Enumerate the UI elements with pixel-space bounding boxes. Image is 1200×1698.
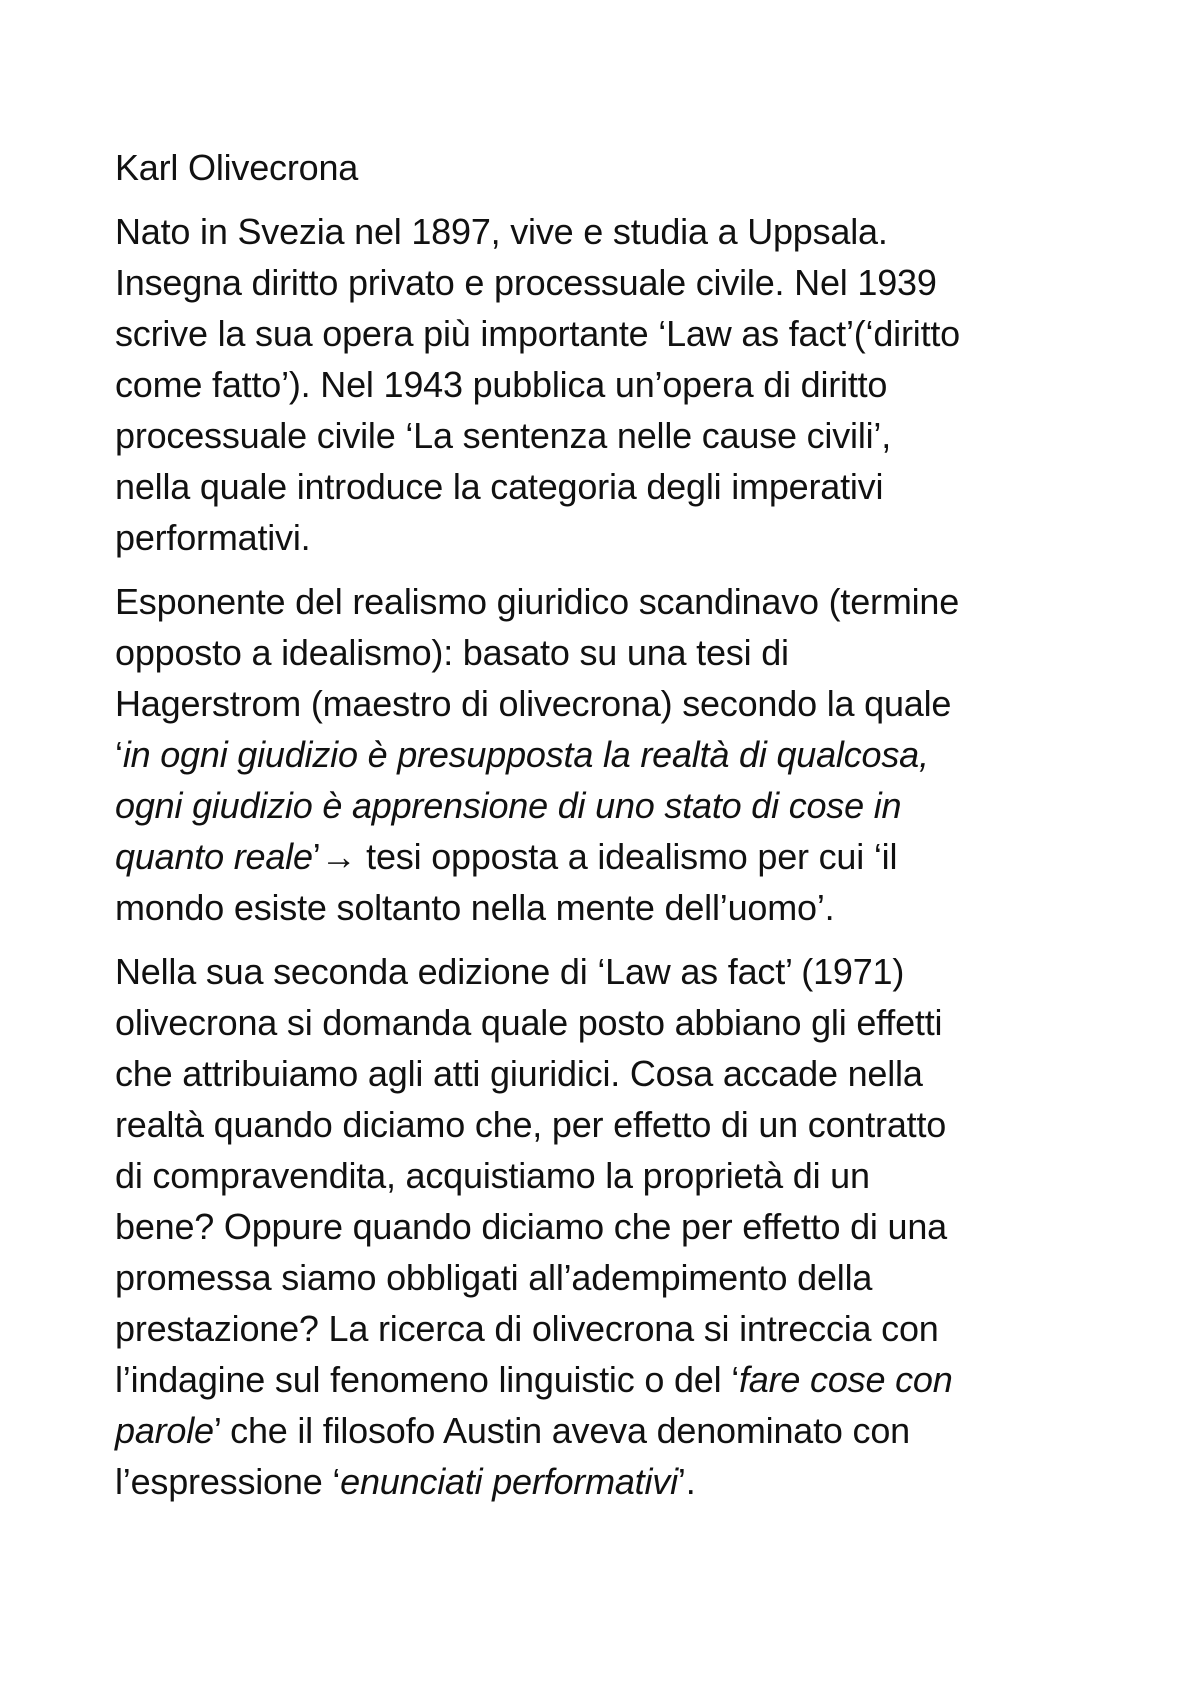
text-segment: come fatto’). Nel 1943 pubblica un’opera di diritto <box>115 364 888 405</box>
text-line <box>115 627 1105 678</box>
text-line <box>115 359 1105 410</box>
text-segment: ’→ tesi opposta a idealismo per cui ‘il <box>312 836 898 877</box>
text-segment: prestazione? La ricerca di olivecrona si intreccia con <box>115 1308 939 1349</box>
text-line <box>115 576 1105 627</box>
text-line <box>115 257 1105 308</box>
italic-text: fare cose con <box>739 1359 953 1400</box>
text-line <box>115 1303 1105 1354</box>
text-segment: performativi. <box>115 517 311 558</box>
text-segment: mondo esiste soltanto nella mente dell’uomo’. <box>115 887 835 928</box>
italic-text: parole <box>115 1410 214 1451</box>
text-segment: ‘ <box>115 734 123 775</box>
text-line <box>115 1354 1105 1405</box>
text-segment: Hagerstrom (maestro di olivecrona) secondo la quale <box>115 683 952 724</box>
italic-text: ogni giudizio è apprensione di uno stato di cose in <box>115 785 902 826</box>
italic-text: quanto reale <box>115 836 313 877</box>
document-body <box>115 142 1105 1520</box>
text-segment: Nato in Svezia nel 1897, vive e studia a Uppsala. <box>115 211 888 252</box>
text-segment: di compravendita, acquistiamo la proprietà di un <box>115 1155 870 1196</box>
text-line <box>115 512 1105 563</box>
italic-text: in ogni giudizio è presupposta la realtà di qualcosa, <box>122 734 929 775</box>
paragraph-1 <box>115 206 1105 563</box>
text-line <box>115 831 1105 882</box>
paragraph-2 <box>115 576 1105 933</box>
text-segment: realtà quando diciamo che, per effetto di un contratto <box>115 1104 947 1145</box>
text-segment: ’ che il filosofo Austin aveva denominato con <box>213 1410 910 1451</box>
text-line <box>115 308 1105 359</box>
text-segment: Nella sua seconda edizione di ‘Law as fact’ (1971) <box>115 951 905 992</box>
text-segment: ’. <box>677 1461 696 1502</box>
document-title: Karl Olivecrona <box>115 147 359 188</box>
text-segment: scrive la sua opera più importante ‘Law as fact’(‘diritto <box>115 313 960 354</box>
text-line <box>115 1252 1105 1303</box>
text-line <box>115 882 1105 933</box>
text-line <box>115 1048 1105 1099</box>
paragraph-container <box>115 206 1105 1507</box>
text-segment: l’espressione ‘ <box>115 1461 341 1502</box>
text-line <box>115 946 1105 997</box>
text-line <box>115 1405 1105 1456</box>
text-line <box>115 1456 1105 1507</box>
text-segment: l’indagine sul fenomeno linguistic o del ‘ <box>115 1359 739 1400</box>
text-line <box>115 997 1105 1048</box>
text-line <box>115 206 1105 257</box>
paragraph-3 <box>115 946 1105 1507</box>
text-line <box>115 1099 1105 1150</box>
text-line <box>115 678 1105 729</box>
text-segment: Esponente del realismo giuridico scandinavo (termine <box>115 581 960 622</box>
text-segment: che attribuiamo agli atti giuridici. Cosa accade nella <box>115 1053 923 1094</box>
text-segment: processuale civile ‘La sentenza nelle cause civili’, <box>115 415 892 456</box>
text-line <box>115 410 1105 461</box>
text-line <box>115 729 1105 780</box>
text-line <box>115 461 1105 512</box>
text-segment: olivecrona si domanda quale posto abbiano gli effetti <box>115 1002 943 1043</box>
text-line <box>115 780 1105 831</box>
text-segment: promessa siamo obbligati all’adempimento della <box>115 1257 873 1298</box>
text-segment: bene? Oppure quando diciamo che per effetto di una <box>115 1206 947 1247</box>
text-segment: nella quale introduce la categoria degli imperativi <box>115 466 884 507</box>
text-line <box>115 1201 1105 1252</box>
italic-text: enunciati performativi <box>340 1461 678 1502</box>
text-segment: Insegna diritto privato e processuale civile. Nel 1939 <box>115 262 937 303</box>
text-line <box>115 1150 1105 1201</box>
text-segment: opposto a idealismo): basato su una tesi di <box>115 632 789 673</box>
